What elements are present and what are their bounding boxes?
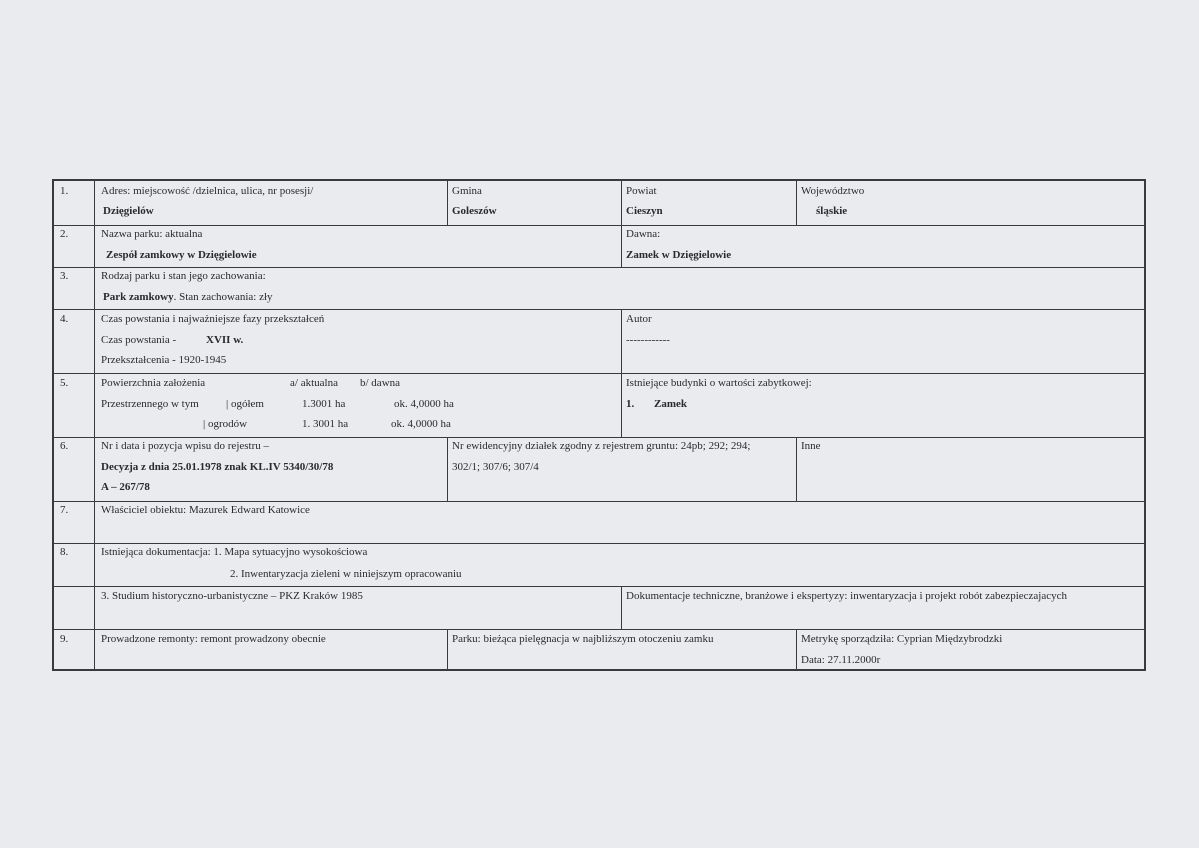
author-label: Autor bbox=[626, 313, 652, 325]
powiat-label: Powiat bbox=[626, 185, 657, 197]
row-divider bbox=[54, 629, 1146, 630]
owner: Właściciel obiektu: Mazurek Edward Katowice bbox=[101, 504, 310, 516]
area-gardens-label: | ogrodów bbox=[203, 418, 248, 430]
park-type-bold: Park zamkowy bbox=[103, 291, 174, 303]
cell-divider bbox=[796, 629, 797, 671]
row-number: 7. bbox=[60, 504, 69, 516]
origin-value: XVII w. bbox=[206, 334, 244, 346]
row-number: 5. bbox=[60, 377, 69, 389]
plot-numbers-line-2: 302/1; 307/6; 307/4 bbox=[452, 461, 539, 473]
park-maintenance: Parku: bieżąca pielęgnacja w najbliższym otoczeniu zamku bbox=[452, 633, 714, 645]
area-spatial-label: Przestrzennego w tym bbox=[101, 398, 199, 410]
area-total-current: 1.3001 ha bbox=[302, 398, 346, 410]
cell-divider bbox=[621, 309, 622, 373]
park-record-form bbox=[52, 179, 1146, 671]
park-condition: . Stan zachowania: zły bbox=[173, 291, 273, 303]
row-number: 8. bbox=[60, 546, 69, 558]
register-number: A – 267/78 bbox=[101, 481, 150, 493]
wojewodztwo-label: Województwo bbox=[801, 185, 865, 197]
address-value: Dzięgielów bbox=[103, 205, 154, 217]
row-divider bbox=[54, 225, 1146, 226]
origin-phases-label: Czas powstania i najważniejsze fazy przekształceń bbox=[101, 313, 325, 325]
prepared-by: Metrykę sporządziła: Cyprian Międzybrodzki bbox=[801, 633, 1003, 645]
area-label: Powierzchnia założenia bbox=[101, 377, 206, 389]
cell-divider bbox=[621, 373, 622, 437]
row-divider bbox=[54, 267, 1146, 268]
row-divider bbox=[54, 373, 1146, 374]
other-label: Inne bbox=[801, 440, 821, 452]
cell-divider bbox=[447, 437, 448, 501]
cell-divider bbox=[621, 586, 622, 629]
row-divider bbox=[54, 309, 1146, 310]
area-gardens-former: ok. 4,0000 ha bbox=[391, 418, 451, 430]
documentation-item-3: 3. Studium historyczno-urbanistyczne – PKZ Kraków 1985 bbox=[101, 590, 363, 602]
cell-divider bbox=[621, 225, 622, 267]
powiat-value: Cieszyn bbox=[626, 205, 663, 217]
cell-divider bbox=[447, 629, 448, 671]
former-name-label: Dawna: bbox=[626, 228, 661, 240]
row-number: 4. bbox=[60, 313, 69, 325]
address-label: Adres: miejscowość /dzielnica, ulica, nr posesji/ bbox=[101, 185, 314, 197]
documentation-item-2: 2. Inwentaryzacja zieleni w niniejszym opracowaniu bbox=[230, 568, 462, 580]
plot-numbers-line-1: Nr ewidencyjny działek zgodny z rejestrem gruntu: 24pb; 292; 294; bbox=[452, 440, 751, 452]
area-former-header: b/ dawna bbox=[360, 377, 401, 389]
area-total-label: | ogółem bbox=[226, 398, 264, 410]
former-name-value: Zamek w Dzięgielowie bbox=[626, 249, 732, 261]
historic-building-name: Zamek bbox=[654, 398, 687, 410]
historic-building-number: 1. bbox=[626, 398, 635, 410]
row-number: 9. bbox=[60, 633, 69, 645]
repairs: Prowadzone remonty: remont prowadzony obecnie bbox=[101, 633, 326, 645]
row-number: 3. bbox=[60, 270, 69, 282]
historic-buildings-label: Istniejące budynki o wartości zabytkowej: bbox=[626, 377, 812, 389]
wojewodztwo-value: śląskie bbox=[816, 205, 848, 217]
technical-documentation: Dokumentacje techniczne, branżowe i ekspertyzy: inwentaryzacja i projekt robót zabezpieczajacych bbox=[626, 590, 1067, 602]
row-number: 6. bbox=[60, 440, 69, 452]
record-date: Data: 27.11.2000r bbox=[801, 654, 881, 666]
cell-divider bbox=[447, 181, 448, 225]
origin-label: Czas powstania - bbox=[101, 334, 177, 346]
gmina-value: Goleszów bbox=[452, 205, 497, 217]
area-current-header: a/ aktualna bbox=[290, 377, 338, 389]
park-type-value bbox=[103, 291, 273, 303]
gmina-label: Gmina bbox=[452, 185, 482, 197]
area-total-former: ok. 4,0000 ha bbox=[394, 398, 454, 410]
row-number: 1. bbox=[60, 185, 69, 197]
cell-divider bbox=[796, 437, 797, 501]
park-type-label: Rodzaj parku i stan jego zachowania: bbox=[101, 270, 266, 282]
register-label: Nr i data i pozycja wpisu do rejestru – bbox=[101, 440, 270, 452]
park-name-label: Nazwa parku: aktualna bbox=[101, 228, 203, 240]
row-divider bbox=[54, 501, 1146, 502]
documentation-item-1: Istniejąca dokumentacja: 1. Mapa sytuacyjno wysokościowa bbox=[101, 546, 368, 558]
register-decision: Decyzja z dnia 25.01.1978 znak KL.IV 5340/30/78 bbox=[101, 461, 334, 473]
row-divider bbox=[54, 543, 1146, 544]
cell-divider bbox=[796, 181, 797, 225]
author-value: ------------ bbox=[626, 334, 670, 346]
row-divider bbox=[54, 586, 1146, 587]
row-number: 2. bbox=[60, 228, 69, 240]
cell-divider bbox=[621, 181, 622, 225]
transformations: Przekształcenia - 1920-1945 bbox=[101, 354, 227, 366]
number-column-divider bbox=[94, 181, 95, 671]
area-gardens-current: 1. 3001 ha bbox=[302, 418, 349, 430]
row-divider bbox=[54, 437, 1146, 438]
park-name-value: Zespół zamkowy w Dzięgielowie bbox=[106, 249, 257, 261]
